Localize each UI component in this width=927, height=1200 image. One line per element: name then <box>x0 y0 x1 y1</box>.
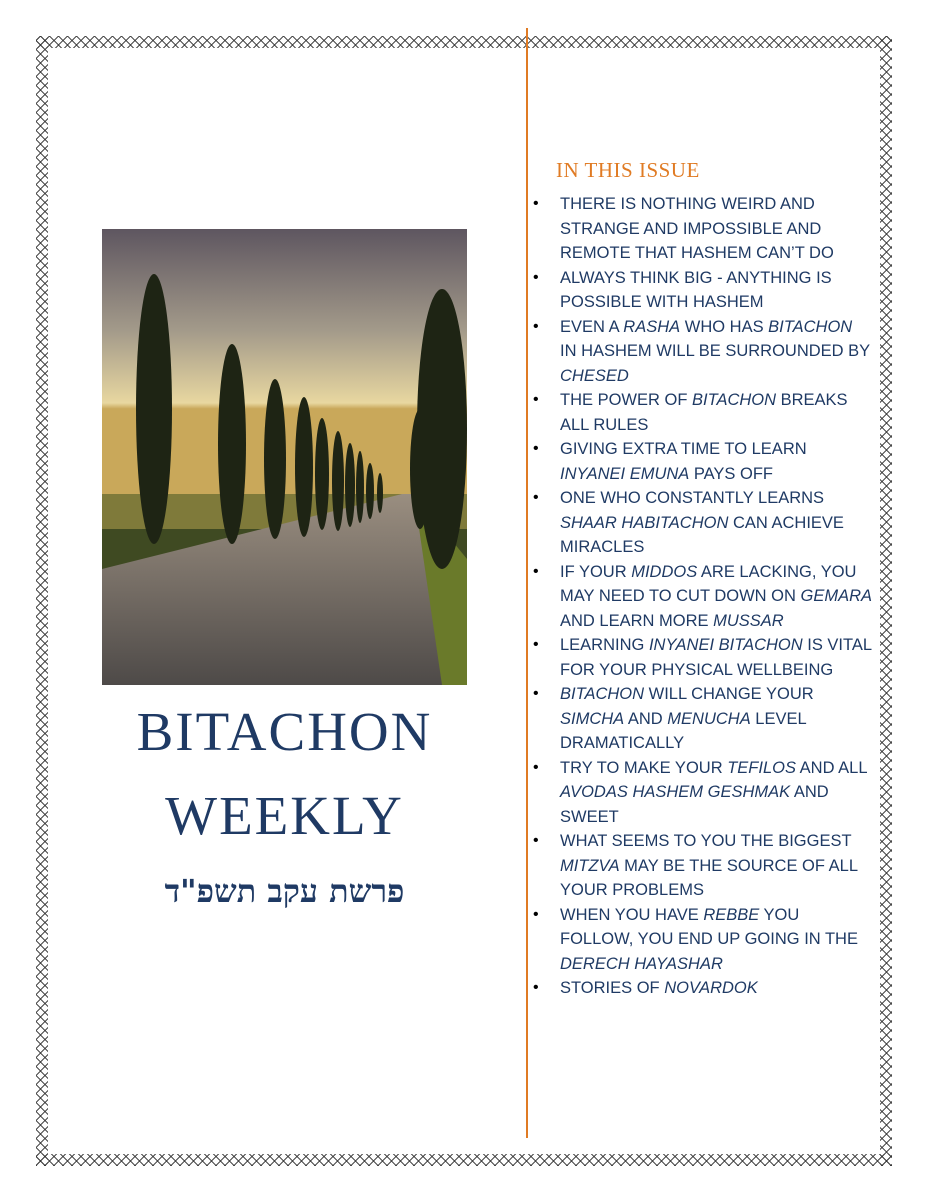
issue-item <box>533 266 873 315</box>
issue-item-text: MITZVA <box>560 856 620 875</box>
issue-item-text: CHESED <box>560 366 629 385</box>
issue-item-text: ALWAYS THINK BIG - ANYTHING IS POSSIBLE WITH HASHEM <box>560 268 832 311</box>
issue-item-text: MUSSAR <box>713 611 784 630</box>
parsha-title: פרשת עקב תשפ"ד <box>164 872 405 910</box>
issue-item-text: IF YOUR <box>560 562 632 581</box>
bullet-icon: • <box>533 832 539 849</box>
issue-item <box>533 829 873 903</box>
issue-item-text: LEVEL DRAMATICALLY <box>560 709 807 752</box>
issue-item-text: AND SWEET <box>560 783 829 826</box>
issue-item <box>533 486 873 560</box>
issue-item-text: STORIES OF <box>560 979 665 997</box>
issue-item-text: AND <box>624 709 668 728</box>
issue-contents-list <box>533 192 873 1001</box>
issue-item-text: AND LEARN MORE <box>560 611 714 630</box>
in-this-issue-heading: IN THIS ISSUE <box>556 158 700 182</box>
bullet-icon: • <box>533 685 539 702</box>
issue-item <box>533 192 873 266</box>
issue-item-text: AVODAS HASHEM GESHMAK <box>560 783 791 801</box>
cypress-road-photo <box>102 229 467 685</box>
issue-item <box>533 315 873 389</box>
newsletter-title-line1: BITACHON <box>136 701 433 762</box>
issue-item <box>533 633 873 682</box>
issue-item-text: DERECH HAYASHAR <box>560 954 723 973</box>
bullet-icon: • <box>533 440 539 457</box>
issue-item-text: RASHA <box>623 317 681 336</box>
bullet-icon: • <box>533 979 539 996</box>
issue-item-text: IN HASHEM WILL BE SURROUNDED BY <box>560 342 870 360</box>
issue-item-text: LEARNING <box>560 636 649 654</box>
bullet-icon: • <box>533 195 539 212</box>
issue-item <box>533 903 873 977</box>
issue-item-text: AND ALL <box>795 758 867 777</box>
issue-item-text: CAN ACHIEVE MIRACLES <box>560 513 844 556</box>
bullet-icon: • <box>533 758 539 776</box>
issue-item-text: WHAT SEEMS TO YOU THE BIGGEST <box>560 832 852 850</box>
issue-item-text: BITACHON <box>692 391 777 409</box>
issue-item-text: SIMCHA <box>560 709 625 728</box>
bullet-icon: • <box>533 391 539 408</box>
issue-item-text: ARE LACKING, YOU MAY NEED TO CUT DOWN ON <box>560 562 857 605</box>
issue-item-text: BITACHON <box>768 317 853 336</box>
bullet-icon: • <box>533 317 539 335</box>
issue-item-text: YOU FOLLOW, YOU END UP GOING IN THE <box>560 905 858 948</box>
bullet-icon: • <box>533 562 539 580</box>
issue-item-text: MIDDOS <box>631 562 698 581</box>
issue-item <box>533 437 873 486</box>
issue-item <box>533 560 873 634</box>
issue-item-text: GIVING EXTRA TIME TO LEARN <box>560 440 807 458</box>
newsletter-title-line2: WEEKLY <box>165 785 404 846</box>
issue-item-text: PAYS OFF <box>689 464 774 483</box>
issue-item-text: INYANEI BITACHON <box>648 636 803 654</box>
bullet-icon: • <box>533 489 539 506</box>
issue-item-text: BREAKS ALL RULES <box>560 391 848 434</box>
issue-item <box>533 682 873 756</box>
issue-item-text: TRY TO MAKE YOUR <box>560 758 728 777</box>
issue-item-text: REBBE <box>703 905 760 924</box>
issue-item-text: WHO HAS <box>680 317 769 336</box>
issue-item-text: SHAAR HABITACHON <box>560 513 729 532</box>
issue-item <box>533 756 873 830</box>
issue-item-text: BITACHON <box>560 685 645 703</box>
issue-item-text: NOVARDOK <box>664 979 758 997</box>
issue-item-text: ONE WHO CONSTANTLY LEARNS <box>560 489 825 507</box>
issue-item-text: GEMARA <box>800 587 873 605</box>
bullet-icon: • <box>533 905 539 923</box>
bullet-icon: • <box>533 268 539 286</box>
issue-item-text: WILL CHANGE YOUR <box>644 685 814 703</box>
issue-item-text: MENUCHA <box>667 709 751 728</box>
issue-item <box>533 388 873 437</box>
issue-item-text: MAY BE THE SOURCE OF ALL YOUR PROBLEMS <box>560 856 858 899</box>
issue-item-text: WHEN YOU HAVE <box>560 905 704 924</box>
bullet-icon: • <box>533 636 539 653</box>
issue-item-text: EVEN A <box>560 317 624 336</box>
issue-item-text: THE POWER OF <box>560 391 692 409</box>
issue-item-text: IS VITAL FOR YOUR PHYSICAL WELLBEING <box>560 636 872 679</box>
issue-item-text: THERE IS NOTHING WEIRD AND STRANGE AND IMPOSSIBLE AND REMOTE THAT HASHEM CAN’T DO <box>560 195 834 262</box>
issue-item-text: TEFILOS <box>727 758 796 777</box>
issue-item-text: INYANEI EMUNA <box>560 464 690 483</box>
issue-item <box>533 976 873 1001</box>
column-divider <box>526 28 528 1138</box>
